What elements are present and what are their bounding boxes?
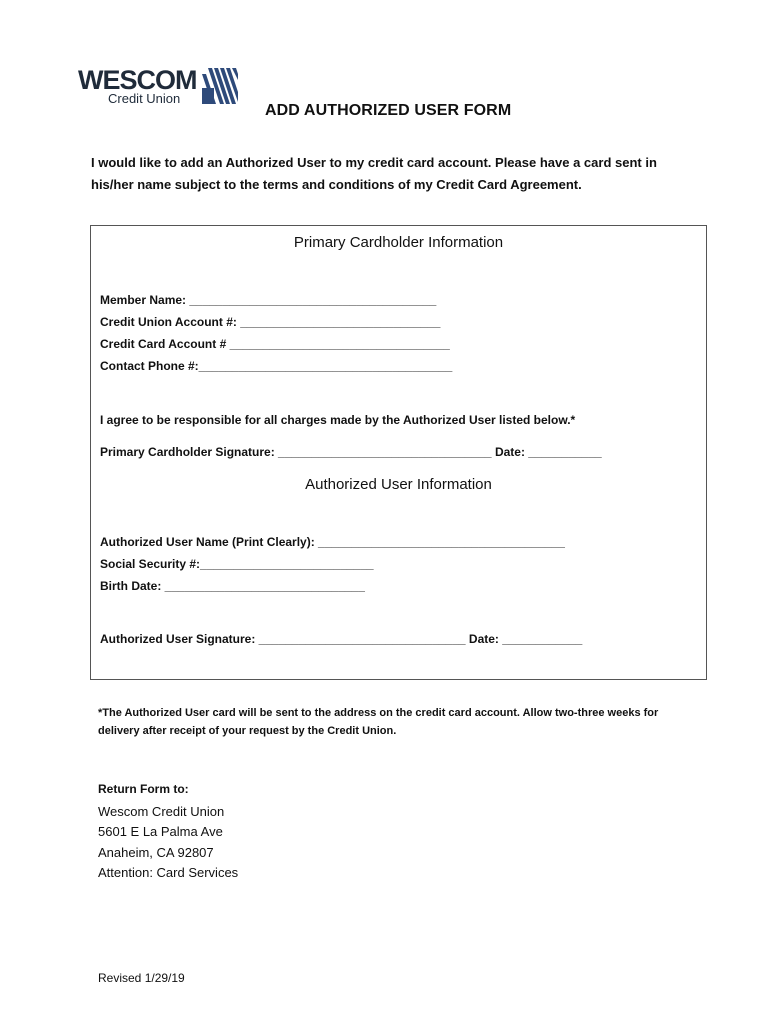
authorized-user-name-field[interactable]: Authorized User Name (Print Clearly): _____________________________________ [100, 535, 565, 549]
form-title: ADD AUTHORIZED USER FORM [265, 102, 512, 119]
primary-cardholder-heading: Primary Cardholder Information [293, 234, 504, 251]
intro-text: I would like to add an Authorized User to my credit card account. Please have a card sent in his/her name subject to the terms and conditions of my Credit Card Agreement. [91, 155, 657, 192]
authorized-signature-field[interactable]: Authorized User Signature: _______________________________ Date: ____________ [100, 632, 583, 646]
return-address-line: 5601 E La Palma Ave [98, 824, 223, 839]
return-address-line: Attention: Card Services [98, 865, 239, 880]
delivery-footnote: *The Authorized User card will be sent to the address on the credit card account. Allow two-three weeks for delivery after receipt of your request by the Credit Union. [98, 707, 659, 737]
social-security-field[interactable]: Social Security #:__________________________ [100, 557, 374, 571]
member-name-field[interactable]: Member Name: _____________________________________ [100, 293, 437, 307]
form-box [90, 225, 707, 680]
contact-phone-field[interactable]: Contact Phone #:______________________________________ [100, 359, 453, 373]
authorized-user-heading: Authorized User Information [305, 476, 492, 493]
credit-union-account-field[interactable]: Credit Union Account #: ______________________________ [100, 315, 441, 329]
wescom-logo [78, 66, 248, 110]
primary-signature-field[interactable]: Primary Cardholder Signature: ________________________________ Date: ___________ [100, 445, 602, 459]
return-address-line: Wescom Credit Union [98, 804, 225, 819]
logo-subtitle: Credit Union [108, 91, 181, 106]
birth-date-field[interactable]: Birth Date: ______________________________ [100, 579, 365, 593]
return-form-label: Return Form to: [98, 782, 189, 796]
responsibility-agreement: I agree to be responsible for all charges made by the Authorized User listed below.* [100, 413, 576, 427]
revision-date: Revised 1/29/19 [98, 971, 185, 985]
return-address-line: Anaheim, CA 92807 [98, 845, 214, 860]
credit-card-account-field[interactable]: Credit Card Account # _________________________________ [100, 337, 450, 351]
logo-mark-icon [202, 68, 238, 104]
logo-wordmark: WESCOM [78, 65, 197, 95]
